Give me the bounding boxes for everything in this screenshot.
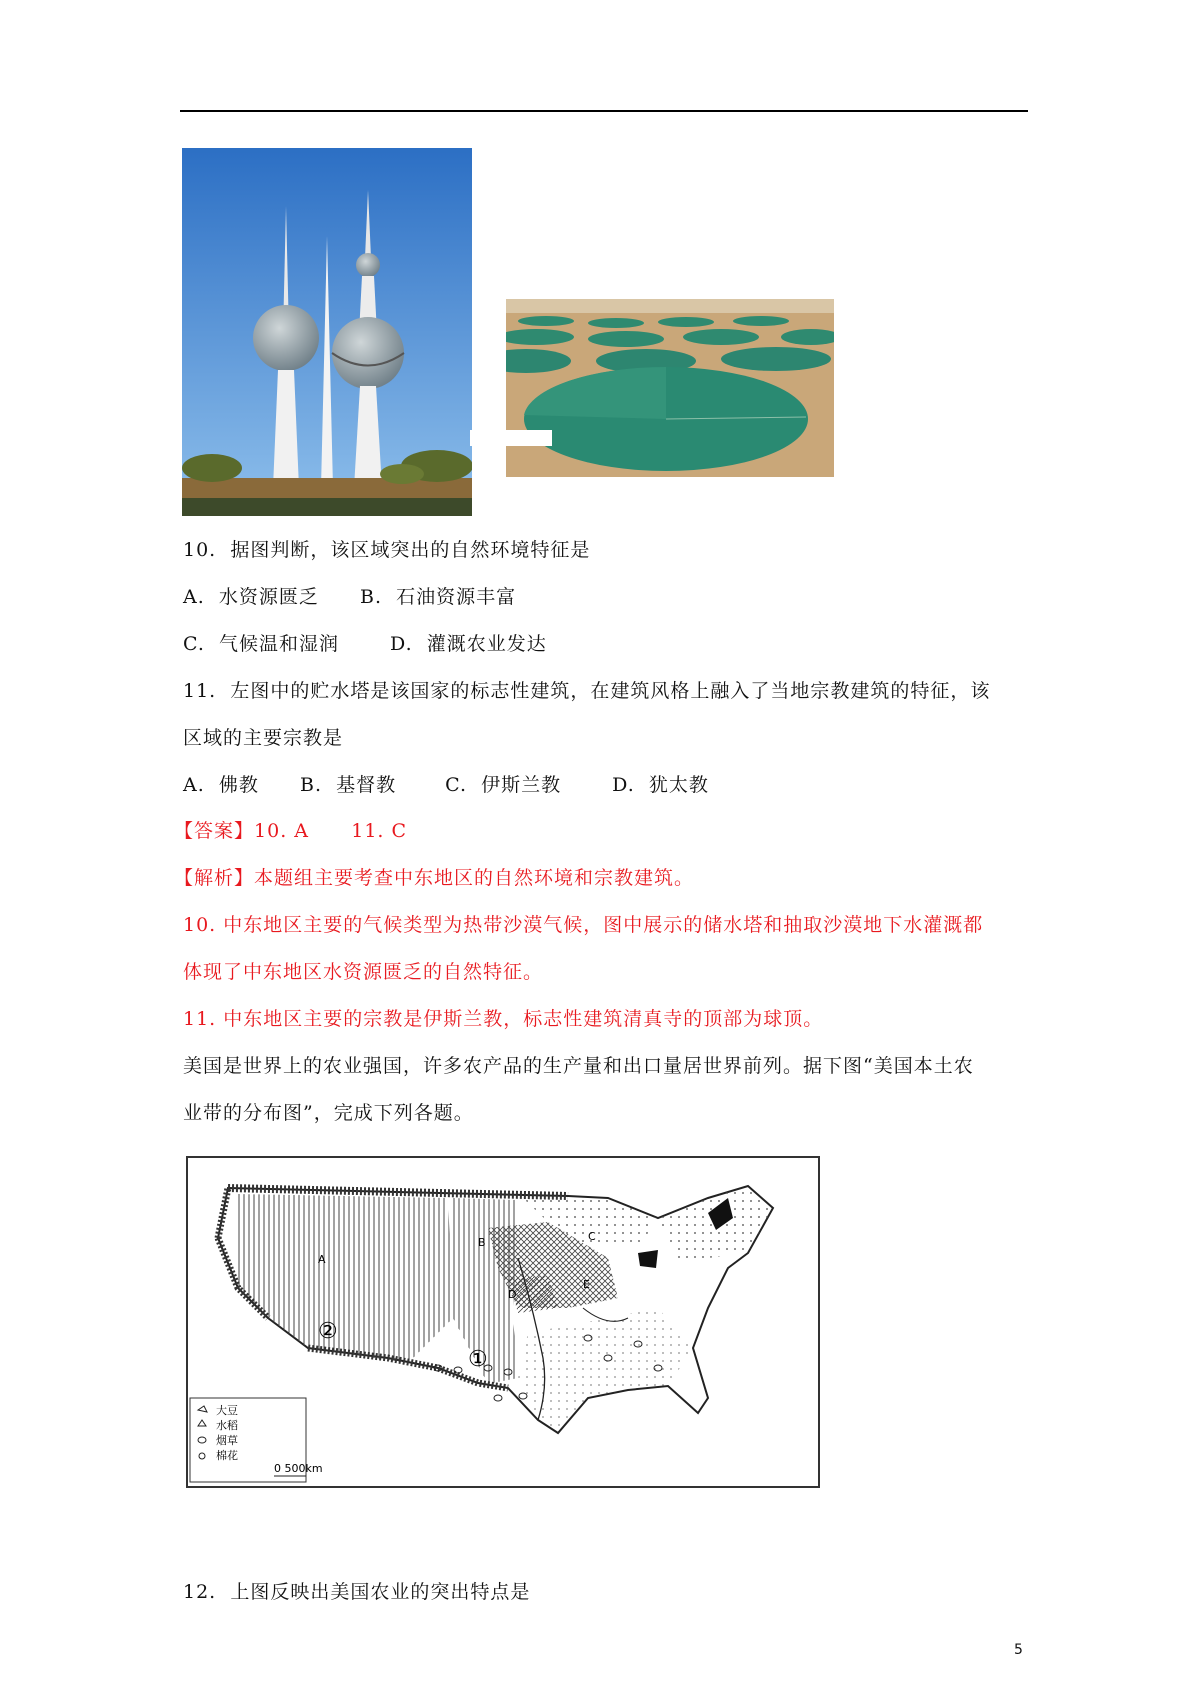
analysis-intro: 【解析】本题组主要考查中东地区的自然环境和宗教建筑。	[174, 867, 695, 889]
map-label-C: C	[588, 1230, 596, 1243]
legend-rice: 水稻	[216, 1419, 238, 1432]
q10-options-row1: A. 水资源匮乏 B. 石油资源丰富	[183, 586, 517, 608]
page-number: 5	[1014, 1642, 1023, 1658]
q10-options-row2: C. 气候温和湿润 D. 灌溉农业发达	[183, 633, 547, 655]
map-label-circle-2: ②	[318, 1319, 338, 1344]
legend-tobacco: 烟草	[216, 1434, 238, 1447]
analysis-10-line2: 体现了中东地区水资源匮乏的自然特征。	[183, 961, 544, 983]
question-11: 11. 左图中的贮水塔是该国家的标志性建筑，在建筑风格上融入了当地宗教建筑的特征，该	[183, 680, 991, 702]
answer-line: 【答案】10. A 11. C	[174, 820, 408, 842]
map-legend	[190, 1398, 323, 1482]
question-10: 10. 据图判断，该区域突出的自然环境特征是	[183, 539, 591, 561]
map-scale: 0 500km	[274, 1462, 323, 1475]
map-label-circle-1: ①	[468, 1347, 488, 1372]
question-11-line2: 区域的主要宗教是	[183, 727, 344, 749]
map-label-E: E	[583, 1278, 590, 1291]
map-label-B: B	[478, 1236, 486, 1249]
water-towers-photo	[182, 148, 472, 516]
legend-soybean: 大豆	[216, 1404, 238, 1417]
image-mask	[470, 430, 552, 446]
q11-options: A. 佛教 B. 基督教 C. 伊斯兰教 D. 犹太教	[183, 774, 709, 796]
map-label-A: A	[318, 1253, 326, 1266]
passage-line2: 业带的分布图”，完成下列各题。	[183, 1102, 474, 1124]
us-agriculture-belt-map	[186, 1156, 820, 1488]
header-rule	[180, 110, 1028, 112]
analysis-10-line1: 10. 中东地区主要的气候类型为热带沙漠气候，图中展示的储水塔和抽取沙漠地下水灌溉都	[183, 914, 984, 936]
passage-line1: 美国是世界上的农业强国，许多农产品的生产量和出口量居世界前列。据下图“美国本土农	[183, 1055, 974, 1077]
analysis-11: 11. 中东地区主要的宗教是伊斯兰教，标志性建筑清真寺的顶部为球顶。	[183, 1008, 824, 1030]
map-label-D: D	[508, 1288, 517, 1301]
irrigation-fields-photo	[506, 299, 834, 477]
legend-cotton: 棉花	[216, 1449, 238, 1462]
question-12: 12. 上图反映出美国农业的突出特点是	[183, 1581, 531, 1603]
